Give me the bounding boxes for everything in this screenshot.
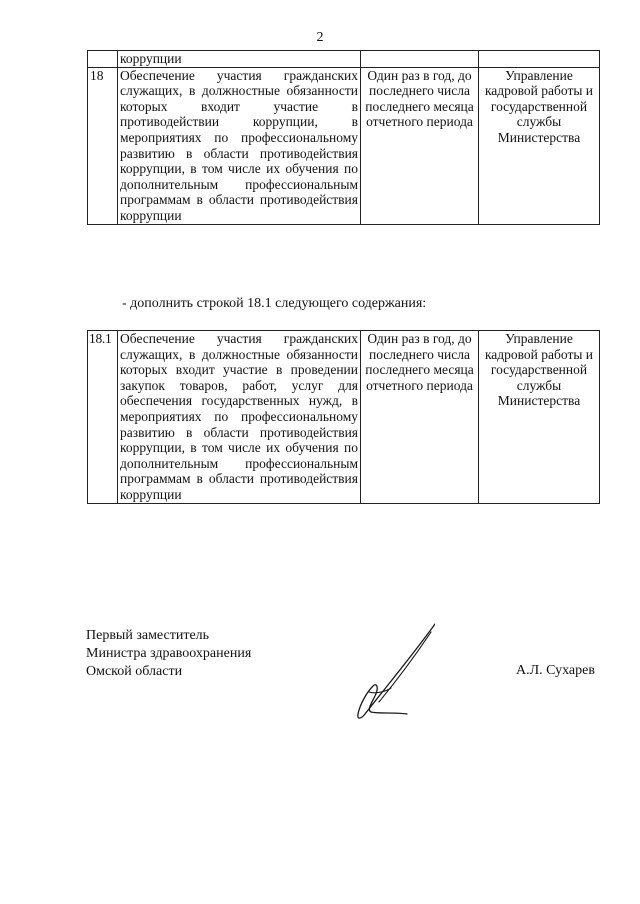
table-row	[88, 331, 600, 504]
signatory-position	[86, 627, 251, 681]
measures-table-new-row	[87, 330, 600, 504]
position-line: Министра здравоохранения	[86, 646, 252, 661]
signer-name: А.Л. Сухарев	[516, 663, 595, 678]
responsible-cell: Управление кадровой работы и государственной службы Министерства	[479, 67, 600, 224]
responsible-cell	[479, 51, 600, 68]
action-cell: Обеспечение участия гражданских служащих, в должностные обязанности которых входит участие в противодействии коррупции, в мероприятиях по профессиональному развитию в области противодействия коррупции, в том числе их обучения по дополнительным профессиональным программам в области противодействия коррупции	[118, 67, 361, 224]
row-number-cell	[88, 51, 118, 68]
action-cell: Обеспечение участия гражданских служащих, в должностные обязанности которых входит участие в проведении закупок товаров, работ, услуг для обеспечения государственных нужд, в мероприятиях по профессиональному развитию в области противодействия коррупции, в том числе их обучения по дополнительным профессиональным программам в области противодействия коррупции	[118, 331, 361, 504]
term-cell: Один раз в год, до последнего числа последнего месяца отчетного периода	[361, 67, 479, 224]
table-row	[88, 51, 600, 68]
table-row	[88, 67, 600, 224]
term-cell: Один раз в год, до последнего числа последнего месяца отчетного периода	[361, 331, 479, 504]
amendment-text: - дополнить строкой 18.1 следующего содержания:	[122, 296, 427, 311]
position-line: Омской области	[86, 664, 183, 679]
row-number-cell: 18.1	[88, 331, 118, 504]
term-cell	[361, 51, 479, 68]
page-number: 2	[316, 30, 324, 45]
measures-table-continued	[87, 50, 600, 225]
row-number-cell: 18	[88, 67, 118, 224]
position-line: Первый заместитель	[86, 628, 210, 643]
action-cell: коррупции	[118, 51, 361, 68]
handwritten-signature	[345, 622, 435, 722]
responsible-cell: Управление кадровой работы и государственной службы Министерства	[479, 331, 600, 504]
